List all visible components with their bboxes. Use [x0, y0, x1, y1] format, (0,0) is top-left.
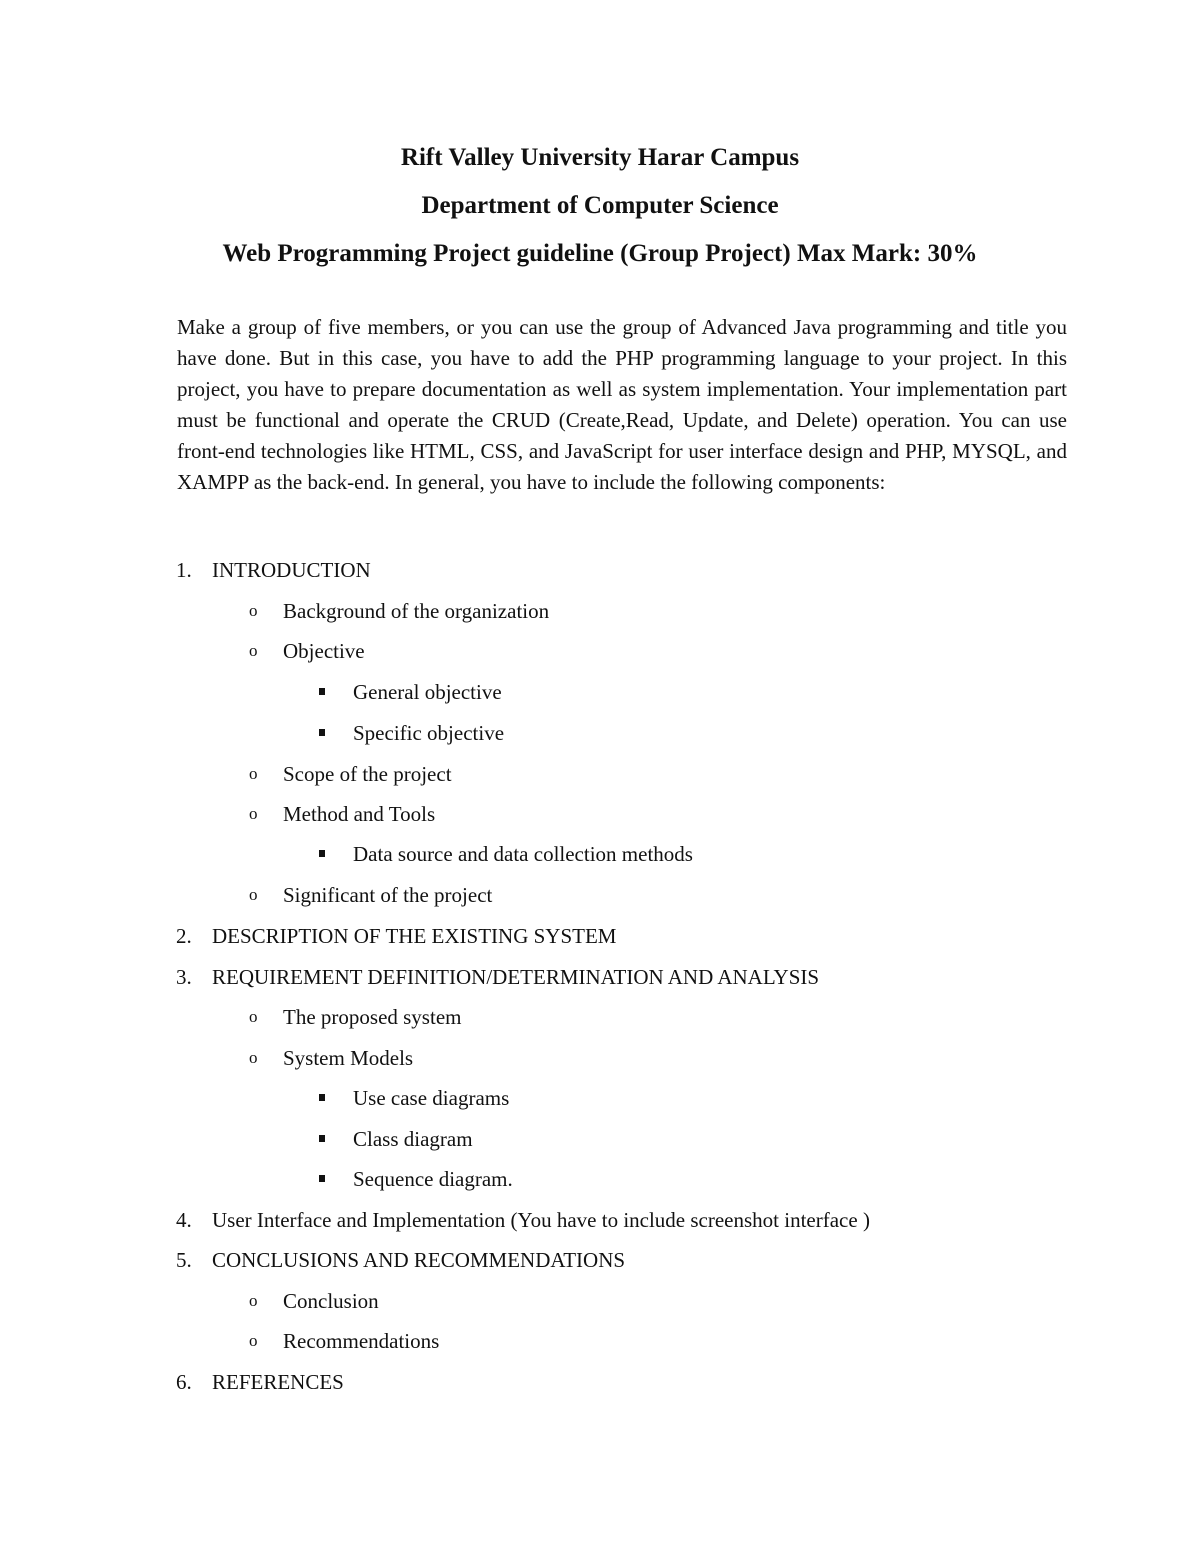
- list-number: 3.: [176, 965, 192, 989]
- list-item-text: Significant of the project: [283, 883, 493, 907]
- list-bullet: o: [249, 1331, 258, 1350]
- list-item-text: REFERENCES: [212, 1370, 344, 1394]
- list-item: [249, 598, 550, 624]
- list-bullet: o: [249, 1007, 258, 1026]
- list-item-text: DESCRIPTION OF THE EXISTING SYSTEM: [212, 924, 617, 948]
- square-bullet-icon: [319, 1135, 325, 1142]
- list-item-text: The proposed system: [283, 1005, 462, 1029]
- list-item-text: Background of the organization: [283, 599, 550, 623]
- list-item-text: Data source and data collection methods: [353, 842, 693, 866]
- list-bullet: o: [249, 764, 258, 783]
- list-item: [249, 638, 365, 664]
- list-bullet: o: [249, 885, 258, 904]
- list-item: [176, 1247, 626, 1273]
- square-bullet-icon: [319, 1175, 325, 1182]
- list-item: [249, 1004, 462, 1030]
- list-item: [249, 801, 436, 827]
- list-item: [353, 1126, 473, 1152]
- list-item-text: Class diagram: [353, 1127, 473, 1151]
- department-heading: Department of Computer Science: [421, 192, 779, 219]
- list-item-text: Objective: [283, 639, 365, 663]
- list-item-text: System Models: [283, 1046, 414, 1070]
- list-item-text: REQUIREMENT DEFINITION/DETERMINATION AND ANALYSIS: [212, 965, 820, 989]
- list-item-text: INTRODUCTION: [212, 558, 371, 582]
- list-item-text: Method and Tools: [283, 802, 436, 826]
- list-number: 6.: [176, 1370, 192, 1394]
- list-item: [176, 557, 371, 583]
- list-number: 5.: [176, 1248, 192, 1272]
- university-heading: Rift Valley University Harar Campus: [400, 144, 800, 171]
- list-item: [249, 1045, 414, 1071]
- intro-paragraph: Make a group of five members, or you can use the group of Advanced Java programming and title you have done. But in this case, you have to add the PHP programming language to your project. In this project, you have to prepare documentation as well as system implementation. Your implementation part must be functional and operate the CRUD (Create,Read, Update, and Delete) operation. You can use front-end technologies like HTML, CSS, and JavaScript for user interface design and PHP, MYSQL, and XAMPP as the back-end. In general, you have to include the following components:: [177, 315, 1067, 494]
- list-item: [176, 1369, 344, 1395]
- list-item-text: Sequence diagram.: [353, 1167, 513, 1191]
- list-bullet: o: [249, 1291, 258, 1310]
- list-item: [353, 841, 693, 867]
- list-number: 1.: [176, 558, 192, 582]
- list-item: [353, 1166, 513, 1192]
- list-item: [176, 964, 820, 990]
- square-bullet-icon: [319, 1094, 325, 1101]
- list-bullet: o: [249, 601, 258, 620]
- square-bullet-icon: [319, 850, 325, 857]
- square-bullet-icon: [319, 688, 325, 695]
- square-bullet-icon: [319, 729, 325, 736]
- list-item: [176, 1207, 870, 1233]
- list-item-text: Recommendations: [283, 1329, 440, 1353]
- list-item-text: General objective: [353, 680, 502, 704]
- list-item: [249, 1288, 379, 1314]
- list-bullet: o: [249, 641, 258, 660]
- project-title-heading: Web Programming Project guideline (Group Project) Max Mark: 30%: [222, 240, 978, 267]
- list-item: [353, 679, 502, 705]
- list-number: 2.: [176, 924, 192, 948]
- list-item-text: Specific objective: [353, 721, 505, 745]
- list-item: [176, 923, 617, 949]
- list-item: [353, 1085, 509, 1111]
- list-number: 4.: [176, 1208, 192, 1232]
- list-item: [353, 720, 504, 746]
- list-item-text: Use case diagrams: [353, 1086, 510, 1110]
- list-item-text: CONCLUSIONS AND RECOMMENDATIONS: [212, 1248, 626, 1272]
- list-bullet: o: [249, 804, 258, 823]
- list-item-text: Conclusion: [283, 1289, 379, 1313]
- list-bullet: o: [249, 1048, 258, 1067]
- list-item-text: Scope of the project: [283, 762, 452, 786]
- list-item: [249, 1328, 440, 1354]
- list-item-text: User Interface and Implementation (You have to include screenshot interface ): [212, 1208, 870, 1232]
- list-item: [249, 761, 452, 787]
- list-item: [249, 882, 493, 908]
